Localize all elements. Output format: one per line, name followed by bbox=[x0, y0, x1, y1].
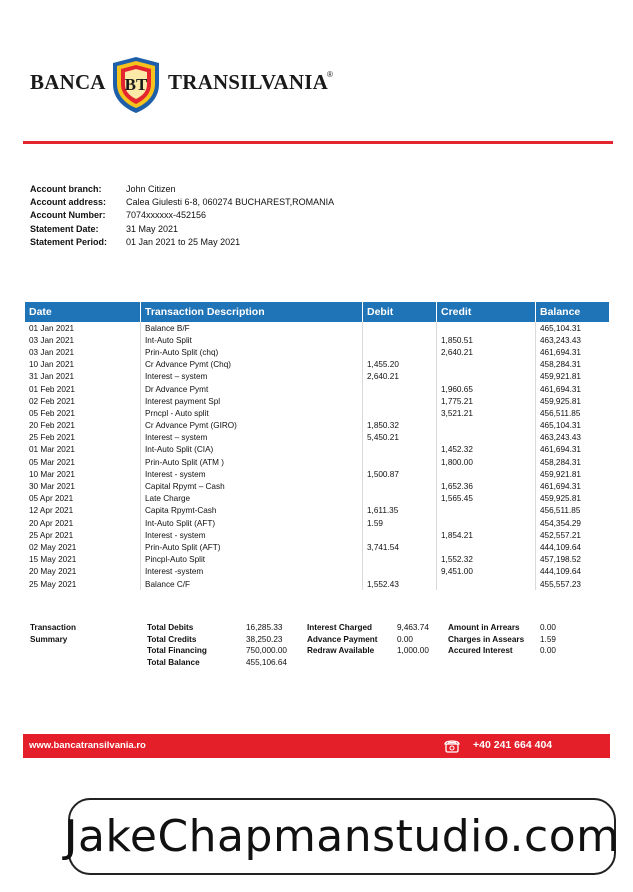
row-debit bbox=[363, 334, 437, 346]
row-description: Capital Rpymt – Cash bbox=[141, 480, 363, 492]
row-date: 05 Apr 2021 bbox=[25, 493, 141, 505]
row-debit bbox=[363, 383, 437, 395]
table-row bbox=[25, 407, 609, 419]
table-row bbox=[25, 420, 609, 432]
row-credit: 1,565.45 bbox=[437, 493, 536, 505]
account-address-value: Calea Giulesti 6-8, 060274 BUCHAREST,ROMANIA bbox=[126, 197, 335, 208]
row-credit: 1,652.36 bbox=[437, 480, 536, 492]
table-row bbox=[25, 566, 609, 578]
row-date: 10 Mar 2021 bbox=[25, 468, 141, 480]
statement-date-row bbox=[30, 223, 334, 236]
row-description: Interest – system bbox=[141, 432, 363, 444]
table-row bbox=[25, 554, 609, 566]
table-row bbox=[25, 346, 609, 358]
row-credit: 2,640.21 bbox=[437, 346, 536, 358]
row-description: Balance C/F bbox=[141, 578, 363, 590]
row-balance: 463,243.43 bbox=[540, 335, 581, 345]
row-description: Int-Auto Split (CIA) bbox=[141, 444, 363, 456]
table-row bbox=[25, 383, 609, 395]
row-description: Late Charge bbox=[141, 493, 363, 505]
table-row bbox=[25, 456, 609, 468]
table-row bbox=[25, 541, 609, 553]
row-debit: 2,640.21 bbox=[363, 371, 437, 383]
table-row bbox=[25, 480, 609, 492]
row-date: 02 Feb 2021 bbox=[25, 395, 141, 407]
table-body bbox=[25, 322, 609, 590]
row-credit: 1,452.32 bbox=[437, 444, 536, 456]
row-credit bbox=[437, 517, 536, 529]
table-row bbox=[25, 493, 609, 505]
row-debit: 1.59 bbox=[363, 517, 437, 529]
row-date: 01 Jan 2021 bbox=[25, 322, 141, 334]
row-credit bbox=[437, 420, 536, 432]
row-debit: 1,850.32 bbox=[363, 420, 437, 432]
row-debit: 5,450.21 bbox=[363, 432, 437, 444]
row-date: 30 Mar 2021 bbox=[25, 480, 141, 492]
table-row bbox=[25, 322, 609, 334]
row-balance: 457,198.52 bbox=[540, 555, 581, 565]
row-balance: 458,284.31 bbox=[540, 457, 581, 467]
website-link[interactable]: www.bancatransilvania.ro bbox=[29, 740, 146, 751]
interest-charged-value: 9,463.74 bbox=[397, 623, 429, 632]
row-description: Interest -system bbox=[141, 566, 363, 578]
registered-mark: ® bbox=[327, 70, 333, 79]
row-credit: 1,800.00 bbox=[437, 456, 536, 468]
row-balance: 459,925.81 bbox=[540, 396, 581, 406]
row-credit: 1,850.51 bbox=[437, 334, 536, 346]
account-address-row bbox=[30, 196, 334, 209]
table-header bbox=[25, 302, 609, 322]
row-description: Cr Advance Pymt (GIRO) bbox=[141, 420, 363, 432]
table-row bbox=[25, 529, 609, 541]
row-credit: 1,960.65 bbox=[437, 383, 536, 395]
row-description: Int-Auto Split (AFT) bbox=[141, 517, 363, 529]
account-branch-row bbox=[30, 183, 334, 196]
row-balance: 459,925.81 bbox=[540, 494, 581, 504]
row-balance: 461,694.31 bbox=[540, 445, 581, 455]
row-debit bbox=[363, 480, 437, 492]
row-balance: 444,109.64 bbox=[540, 542, 581, 552]
row-debit: 1,455.20 bbox=[363, 359, 437, 371]
row-date: 05 Mar 2021 bbox=[25, 456, 141, 468]
statement-period-label: Statement Period: bbox=[30, 236, 108, 247]
row-description: Prncpl - Auto split bbox=[141, 407, 363, 419]
row-date: 05 Feb 2021 bbox=[25, 407, 141, 419]
redraw-available-label: Redraw Available bbox=[307, 646, 375, 655]
row-balance: 455,557.23 bbox=[540, 579, 581, 589]
statement-date-value: 31 May 2021 bbox=[126, 223, 179, 234]
row-date: 31 Jan 2021 bbox=[25, 371, 141, 383]
row-credit bbox=[437, 371, 536, 383]
footer-bar bbox=[23, 734, 610, 758]
row-debit bbox=[363, 529, 437, 541]
row-debit bbox=[363, 322, 437, 334]
row-description: Prin-Auto Split (AFT) bbox=[141, 541, 363, 553]
header-description: Transaction Description bbox=[141, 302, 363, 322]
statement-period-value: 01 Jan 2021 to 25 May 2021 bbox=[126, 236, 241, 247]
summary-title-line2: Summary bbox=[30, 634, 68, 644]
account-branch-value: John Citizen bbox=[126, 184, 176, 194]
row-debit bbox=[363, 346, 437, 358]
total-credits-label: Total Credits bbox=[147, 634, 197, 644]
row-date: 03 Jan 2021 bbox=[25, 334, 141, 346]
accured-interest-value: 0.00 bbox=[540, 646, 556, 655]
row-credit: 1,854.21 bbox=[437, 529, 536, 541]
table-row bbox=[25, 444, 609, 456]
row-balance: 459,921.81 bbox=[540, 469, 581, 479]
row-description: Capita Rpymt-Cash bbox=[141, 505, 363, 517]
row-debit bbox=[363, 493, 437, 505]
advance-payment-value: 0.00 bbox=[397, 634, 413, 644]
row-date: 25 Apr 2021 bbox=[25, 529, 141, 541]
row-description: Cr Advance Pymt (Chq) bbox=[141, 359, 363, 371]
row-credit: 9,451.00 bbox=[437, 566, 536, 578]
table-row bbox=[25, 395, 609, 407]
phone-icon bbox=[443, 737, 461, 755]
total-financing-label: Total Financing bbox=[147, 646, 207, 655]
summary-title-line1: Transaction bbox=[30, 623, 76, 632]
row-debit: 1,500.87 bbox=[363, 468, 437, 480]
table-row bbox=[25, 578, 609, 590]
statement-date-label: Statement Date: bbox=[30, 223, 99, 234]
amount-arrears-value: 0.00 bbox=[540, 623, 556, 632]
header-credit: Credit bbox=[437, 302, 536, 322]
row-balance: 444,109.64 bbox=[540, 567, 581, 577]
row-debit bbox=[363, 566, 437, 578]
header-balance: Balance bbox=[540, 306, 581, 318]
row-credit bbox=[437, 432, 536, 444]
row-date: 03 Jan 2021 bbox=[25, 346, 141, 358]
row-debit: 1,552.43 bbox=[363, 578, 437, 590]
row-balance: 454,354.29 bbox=[540, 518, 581, 528]
logo-initials: BT bbox=[124, 75, 148, 94]
row-balance: 461,694.31 bbox=[540, 384, 581, 394]
table-row bbox=[25, 334, 609, 346]
row-balance: 465,104.31 bbox=[540, 421, 581, 431]
row-credit: 1,775.21 bbox=[437, 395, 536, 407]
table-row bbox=[25, 517, 609, 529]
row-description: Pincpl-Auto Split bbox=[141, 554, 363, 566]
total-balance-value: 455,106.64 bbox=[246, 657, 287, 667]
table-row bbox=[25, 432, 609, 444]
row-date: 20 Apr 2021 bbox=[25, 517, 141, 529]
row-debit bbox=[363, 444, 437, 456]
header-debit: Debit bbox=[363, 302, 437, 322]
table-row bbox=[25, 468, 609, 480]
row-description: Prin-Auto Split (ATM ) bbox=[141, 456, 363, 468]
row-balance: 458,284.31 bbox=[540, 360, 581, 370]
statement-period-row bbox=[30, 236, 334, 249]
phone-number[interactable]: +40 241 664 404 bbox=[473, 739, 553, 751]
bank-name-left: BANCA bbox=[30, 70, 106, 94]
header-date: Date bbox=[25, 302, 141, 322]
header-divider bbox=[23, 141, 613, 144]
advance-payment-label: Advance Payment bbox=[307, 634, 378, 644]
row-balance: 456,511.85 bbox=[540, 408, 581, 418]
row-credit bbox=[437, 359, 536, 371]
charges-arrears-value: 1.59 bbox=[540, 634, 556, 644]
bank-name-right: TRANSILVANIA bbox=[168, 70, 328, 94]
interest-charged-label: Interest Charged bbox=[307, 623, 373, 632]
account-number-value: 7074xxxxxx-452156 bbox=[126, 210, 207, 221]
row-balance: 456,511.85 bbox=[540, 506, 581, 516]
watermark-banner: JakeChapmanstudio.com bbox=[68, 798, 616, 875]
row-balance: 463,243.43 bbox=[540, 433, 581, 443]
row-date: 10 Jan 2021 bbox=[25, 359, 141, 371]
row-balance: 452,557.21 bbox=[540, 530, 581, 540]
row-date: 01 Feb 2021 bbox=[25, 383, 141, 395]
row-date: 20 May 2021 bbox=[25, 566, 141, 578]
accured-interest-label: Accured Interest bbox=[448, 646, 513, 655]
row-debit bbox=[363, 407, 437, 419]
account-branch-label: Account branch: bbox=[30, 184, 102, 194]
bank-shield-logo-icon bbox=[111, 56, 161, 114]
account-number-row bbox=[30, 209, 334, 222]
row-date: 25 May 2021 bbox=[25, 578, 141, 590]
row-date: 01 Mar 2021 bbox=[25, 444, 141, 456]
row-credit bbox=[437, 505, 536, 517]
table-row bbox=[25, 505, 609, 517]
row-date: 25 Feb 2021 bbox=[25, 432, 141, 444]
row-date: 20 Feb 2021 bbox=[25, 420, 141, 432]
row-debit bbox=[363, 395, 437, 407]
account-number-label: Account Number: bbox=[30, 210, 106, 221]
amount-arrears-label: Amount in Arrears bbox=[448, 623, 520, 632]
row-credit bbox=[437, 541, 536, 553]
row-credit: 1,552.32 bbox=[437, 554, 536, 566]
row-balance: 459,921.81 bbox=[540, 372, 581, 382]
redraw-available-value: 1,000.00 bbox=[397, 646, 429, 655]
row-description: Prin-Auto Split (chq) bbox=[141, 346, 363, 358]
row-balance: 461,694.31 bbox=[540, 347, 581, 357]
row-description: Int-Auto Split bbox=[141, 334, 363, 346]
row-description: Interest - system bbox=[141, 529, 363, 541]
row-credit bbox=[437, 468, 536, 480]
account-address-label: Account address: bbox=[30, 197, 107, 208]
transactions-table bbox=[25, 302, 609, 590]
row-credit: 3,521.21 bbox=[437, 407, 536, 419]
charges-arrears-label: Charges in Assears bbox=[448, 634, 525, 644]
row-credit bbox=[437, 578, 536, 590]
row-balance: 461,694.31 bbox=[540, 482, 581, 492]
row-description: Dr Advance Pymt bbox=[141, 383, 363, 395]
row-description: Interest payment Spl bbox=[141, 395, 363, 407]
row-description: Interest – system bbox=[141, 371, 363, 383]
total-credits-value: 38,250.23 bbox=[246, 634, 283, 644]
table-row bbox=[25, 371, 609, 383]
row-date: 12 Apr 2021 bbox=[25, 505, 141, 517]
row-date: 02 May 2021 bbox=[25, 541, 141, 553]
row-date: 15 May 2021 bbox=[25, 554, 141, 566]
row-debit bbox=[363, 456, 437, 468]
row-balance: 465,104.31 bbox=[540, 323, 581, 333]
total-balance-label: Total Balance bbox=[147, 657, 200, 667]
row-description: Interest - system bbox=[141, 468, 363, 480]
row-debit: 1,611.35 bbox=[363, 505, 437, 517]
table-row bbox=[25, 359, 609, 371]
row-credit bbox=[437, 322, 536, 334]
account-info bbox=[30, 183, 334, 249]
row-debit: 3,741.54 bbox=[363, 541, 437, 553]
total-debits-label: Total Debits bbox=[147, 623, 194, 632]
row-debit bbox=[363, 554, 437, 566]
total-financing-value: 750,000.00 bbox=[246, 646, 287, 655]
total-debits-value: 16,285.33 bbox=[246, 623, 283, 632]
row-description: Balance B/F bbox=[141, 322, 363, 334]
